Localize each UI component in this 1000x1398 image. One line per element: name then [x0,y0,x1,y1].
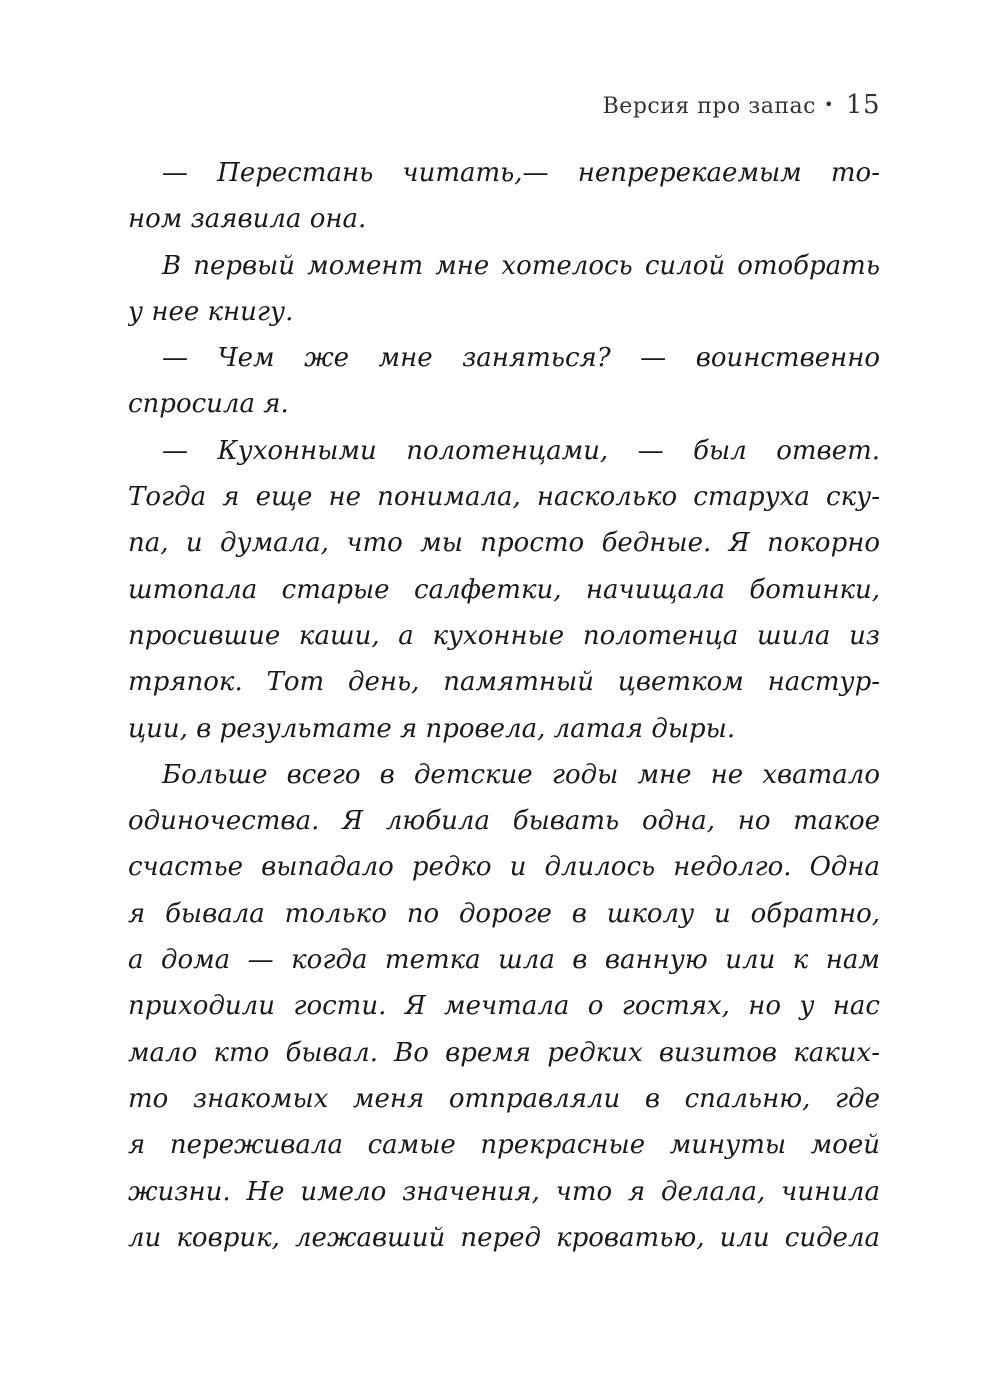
text-line: то знакомых меня отправляли в спальню, где [128,1083,880,1114]
text-line: спросила я. [128,389,289,420]
text-line: — Чем же мне заняться? — воинственно [162,343,880,374]
text-line: ции, в результате я провела, латая дыры. [128,713,736,744]
text-line: у нее книгу. [128,296,294,327]
text-line: просившие каши, а кухонные полотенца шила из [128,620,880,651]
text-line: В первый момент мне хотелось силой отобрать [162,250,880,281]
text-line: — Кухонными полотенцами, — был ответ. [162,435,880,466]
text-line: штопала старые салфетки, начищала ботинки, [128,574,880,605]
text-line: Тогда я еще не понимала, насколько старуха ску- [128,482,880,513]
text-line: одиночества. Я любила бывать одна, но такое [128,806,880,837]
running-head-separator: • [823,95,834,114]
text-line: — Перестань читать,— непререкаемым то- [162,158,880,188]
text-line: приходили гости. Я мечтала о гостях, но у нас [128,991,880,1022]
page-number: 15 [845,90,880,120]
text-line: я бывала только по дороге в школу и обратно, [128,898,880,929]
text-line: а дома — когда тетка шла в ванную или к нам [128,945,880,976]
text-line: я переживала самые прекрасные минуты моей [128,1130,880,1161]
running-head-title: Версия про запас [602,94,816,119]
text-line: тряпок. Тот день, памятный цветком настур- [128,667,880,698]
text-line: па, и думала, что мы просто бедные. Я покорно [128,528,880,559]
text-line: мало кто бывал. Во время редких визитов каких- [128,1037,880,1068]
body-text [128,150,880,1261]
text-line: счастье выпадало редко и длилось недолго. Одна [128,852,880,883]
text-line: жизни. Не имело значения, что я делала, чинила [128,1176,880,1207]
text-line: Больше всего в детские годы мне не хватало [162,759,880,790]
text-line: ли коврик, лежавший перед кроватью, или сидела [128,1222,880,1253]
running-head [603,90,880,120]
text-line: ном заявила она. [128,204,367,235]
